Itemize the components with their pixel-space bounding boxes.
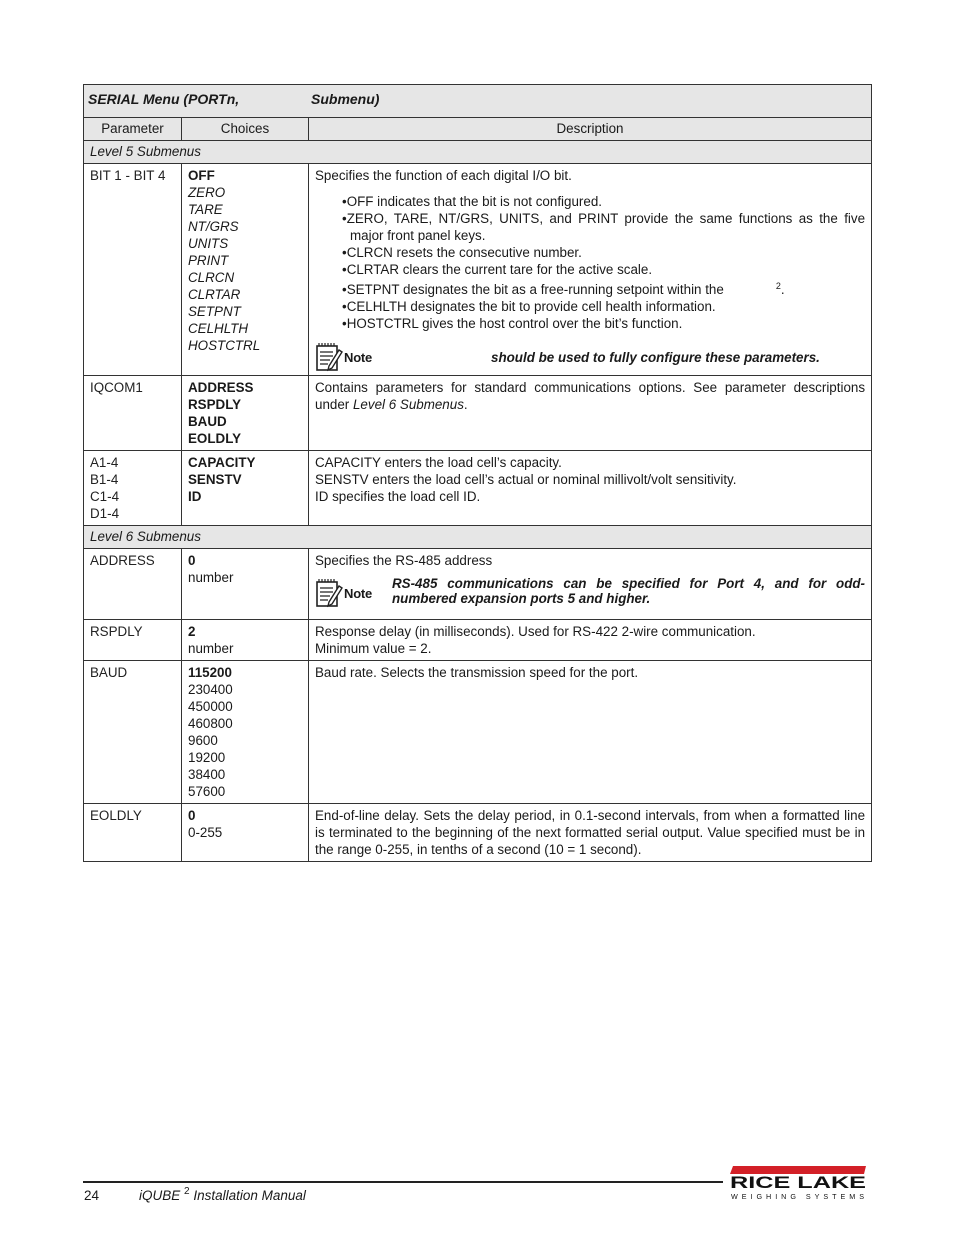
choice-address-number: number xyxy=(188,570,234,585)
param-bit: BIT 1 - BIT 4 xyxy=(84,164,182,376)
rice-lake-logo-icon xyxy=(730,1166,870,1202)
desc-rspdly-line1: Response delay (in milliseconds). Used for RS-422 2-wire communication. xyxy=(315,624,756,639)
table-row-rspdly xyxy=(84,620,872,661)
choices-address xyxy=(182,549,309,620)
param-b1-4: B1-4 xyxy=(90,472,119,487)
choices-eoldly xyxy=(182,804,309,862)
choice-senstv: SENSTV xyxy=(188,472,242,487)
footer-rule xyxy=(83,1181,723,1183)
address-note xyxy=(315,576,865,608)
choice-ntgrs: NT/GRS xyxy=(188,219,239,234)
choice-capacity: CAPACITY xyxy=(188,455,256,470)
desc-baud: Baud rate. Selects the transmission speed for the port. xyxy=(309,661,872,804)
param-loadcell xyxy=(84,451,182,526)
desc-iqcom1 xyxy=(309,376,872,451)
choice-eoldly-default: 0 xyxy=(188,808,196,823)
bullet-hostctrl: •HOSTCTRL gives the host control over the bit’s function. xyxy=(342,316,683,331)
choice-baud-230400: 230400 xyxy=(188,682,233,697)
rice-lake-logo xyxy=(730,1166,870,1202)
bullet-setpnt-tail: . xyxy=(780,282,785,297)
note-pad-icon xyxy=(315,578,343,608)
address-note-text: RS-485 communications can be specified for Port 4, and for odd-numbered expansion ports 5 and higher. xyxy=(392,576,866,606)
bullet-zero: •ZERO, TARE, NT/GRS, UNITS, and PRINT provide the same functions as the five major front panel keys. xyxy=(342,211,866,243)
param-rspdly: RSPDLY xyxy=(84,620,182,661)
level5-label: Level 5 Submenus xyxy=(84,141,872,164)
choice-baud-57600: 57600 xyxy=(188,784,226,799)
header-parameter: Parameter xyxy=(84,118,182,141)
desc-iqcom1-link: Level 6 Submenus xyxy=(352,397,464,412)
desc-bit-intro: Specifies the function of each digital I/O bit. xyxy=(315,168,572,183)
param-iqcom1: IQCOM1 xyxy=(84,376,182,451)
desc-address xyxy=(309,549,872,620)
choice-baud-460800: 460800 xyxy=(188,716,233,731)
desc-loadcell xyxy=(309,451,872,526)
bit-note-label: Note xyxy=(344,349,373,365)
bullet-setpnt xyxy=(342,281,865,298)
table-row-bit xyxy=(84,164,872,376)
address-note-label: Note xyxy=(344,585,373,601)
serial-menu-table xyxy=(83,84,872,862)
param-eoldly: EOLDLY xyxy=(84,804,182,862)
desc-rspdly xyxy=(309,620,872,661)
choice-address-default: 0 xyxy=(188,553,196,568)
choice-baud-9600: 9600 xyxy=(188,733,218,748)
choice-hostctrl: HOSTCTRL xyxy=(188,338,261,353)
bullet-setpnt-text: •SETPNT designates the bit as a free-running setpoint within the xyxy=(342,282,724,297)
manual-title xyxy=(139,1187,306,1204)
choice-tare: TARE xyxy=(188,202,223,217)
level5-section-row xyxy=(84,141,872,164)
choices-loadcell xyxy=(182,451,309,526)
choice-baud-450000: 450000 xyxy=(188,699,233,714)
desc-bit xyxy=(309,164,872,376)
choice-id: ID xyxy=(188,489,202,504)
choice-setpnt: SETPNT xyxy=(188,304,241,319)
param-d1-4: D1-4 xyxy=(90,506,120,521)
bit-bullet-list xyxy=(315,193,865,332)
table-title-part2: Submenu) xyxy=(311,91,380,107)
bit-note-text: should be used to fully configure these parameters. xyxy=(491,350,820,365)
table-row-iqcom1 xyxy=(84,376,872,451)
desc-rspdly-line2: Minimum value = 2. xyxy=(315,641,432,656)
choice-baud-19200: 19200 xyxy=(188,750,226,765)
choice-rspdly: RSPDLY xyxy=(188,397,242,412)
choice-clrcn: CLRCN xyxy=(188,270,235,285)
table-row-baud xyxy=(84,661,872,804)
desc-capacity: CAPACITY enters the load cell’s capacity. xyxy=(315,455,562,470)
bullet-clrtar: •CLRTAR clears the current tare for the active scale. xyxy=(342,262,653,277)
manual-title-sup: 2 xyxy=(184,1186,190,1197)
choice-off: OFF xyxy=(188,168,215,183)
choices-iqcom1 xyxy=(182,376,309,451)
bit-note xyxy=(315,342,865,372)
choice-baud-default: 115200 xyxy=(188,665,232,680)
desc-id: ID specifies the load cell ID. xyxy=(315,489,481,504)
level6-label: Level 6 Submenus xyxy=(84,526,872,549)
desc-senstv: SENSTV enters the load cell’s actual or nominal millivolt/volt sensitivity. xyxy=(315,472,737,487)
logo-tagline: WEIGHING SYSTEMS xyxy=(731,1192,864,1201)
header-choices: Choices xyxy=(182,118,309,141)
choice-units: UNITS xyxy=(188,236,229,251)
choice-print: PRINT xyxy=(188,253,229,268)
choice-baud: BAUD xyxy=(188,414,227,429)
bullet-celhlth: •CELHLTH designates the bit to provide cell health information. xyxy=(342,299,716,314)
table-title-row xyxy=(84,85,872,118)
desc-iqcom1-a: Contains parameters for standard communications options. See parameter descriptions under xyxy=(315,380,866,412)
param-a1-4: A1-4 xyxy=(90,455,119,470)
bullet-off: •OFF indicates that the bit is not configured. xyxy=(342,194,602,209)
choice-rspdly-default: 2 xyxy=(188,624,196,639)
param-baud: BAUD xyxy=(84,661,182,804)
desc-iqcom1-c: . xyxy=(463,397,468,412)
desc-eoldly: End-of-line delay. Sets the delay period, in 0.1-second intervals, from when a formatted line is terminated to the beginning of the next formatted serial output. Value specified must be in the range 0-255, in tenths of a second (10 = 1 second). xyxy=(309,804,872,862)
note-pad-icon xyxy=(315,342,343,372)
choice-baud-38400: 38400 xyxy=(188,767,226,782)
table-header-row xyxy=(84,118,872,141)
choice-rspdly-number: number xyxy=(188,641,234,656)
choice-address: ADDRESS xyxy=(188,380,254,395)
logo-red-bar xyxy=(730,1166,866,1174)
choice-clrtar: CLRTAR xyxy=(188,287,241,302)
choices-rspdly xyxy=(182,620,309,661)
bullet-clrcn: •CLRCN resets the consecutive number. xyxy=(342,245,582,260)
choice-eoldly: EOLDLY xyxy=(188,431,242,446)
manual-title-b: Installation Manual xyxy=(189,1188,306,1203)
logo-wordmark: RICE LAKE xyxy=(730,1174,866,1192)
param-address: ADDRESS xyxy=(84,549,182,620)
page-number: 24 xyxy=(84,1188,100,1203)
bullet-setpnt-sup: 2 xyxy=(775,281,781,291)
table-row-loadcell xyxy=(84,451,872,526)
choice-zero: ZERO xyxy=(188,185,226,200)
desc-address-text: Specifies the RS-485 address xyxy=(315,553,493,568)
table-row-address xyxy=(84,549,872,620)
header-description: Description xyxy=(309,118,872,141)
choices-bit xyxy=(182,164,309,376)
manual-title-a: iQUBE xyxy=(139,1188,181,1203)
choice-celhlth: CELHLTH xyxy=(188,321,249,336)
param-c1-4: C1-4 xyxy=(90,489,120,504)
level6-section-row xyxy=(84,526,872,549)
choice-eoldly-range: 0-255 xyxy=(188,825,223,840)
choices-baud xyxy=(182,661,309,804)
table-title-part1: SERIAL Menu (PORTn, xyxy=(88,91,240,107)
table-title xyxy=(84,85,872,118)
table-row-eoldly xyxy=(84,804,872,862)
